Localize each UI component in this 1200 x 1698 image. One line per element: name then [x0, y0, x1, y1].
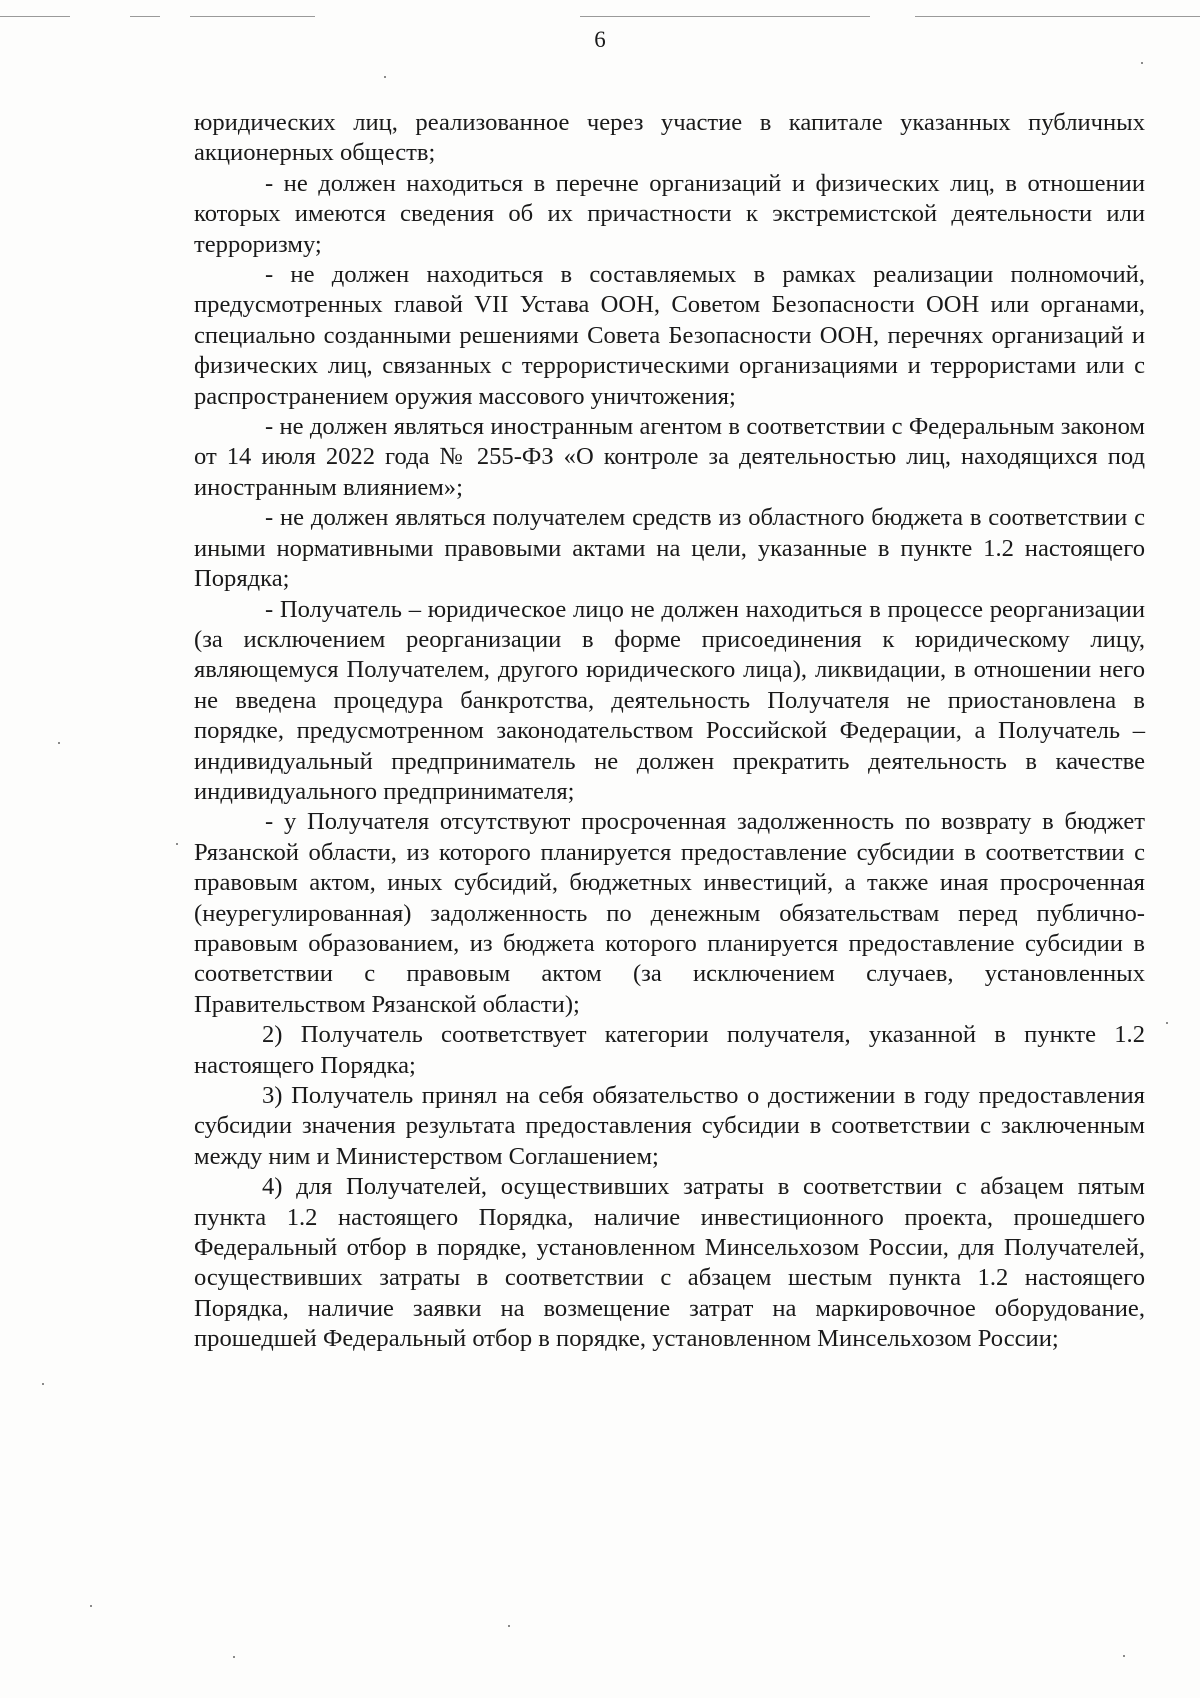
scan-speck	[384, 76, 386, 78]
paragraph-continuation: юридических лиц, реализованное через участие в капитале указанных публичных акционерных обществ;	[194, 109, 1145, 167]
scan-speck	[90, 1605, 92, 1607]
scan-speck	[42, 1383, 44, 1385]
scan-top-edge	[0, 0, 1200, 26]
scan-speck	[1141, 62, 1143, 64]
page-number: 6	[594, 27, 606, 52]
scan-speck	[58, 742, 60, 744]
scan-speck	[1166, 1022, 1168, 1024]
paragraph-extremism-list: - не должен находиться в перечне организаций и физических лиц, в отношении которых имеются сведения об их причастности к экстремистской деятельности или терроризму;	[194, 169, 1145, 258]
paragraph-item-3: 3) Получатель принял на себя обязательство о достижении в году предоставления субсидии значения результата предоставления субсидии в соответствии с заключенным между ним и Министерством Соглашением;	[194, 1082, 1145, 1170]
paragraph-item-2: 2) Получатель соответствует категории получателя, указанной в пункте 1.2 настоящего Порядка;	[194, 1021, 1145, 1079]
scan-speck	[508, 1625, 510, 1627]
scan-speck	[176, 843, 178, 845]
paragraph-overdue-debt: - у Получателя отсутствуют просроченная задолженность по возврату в бюджет Рязанской области, из которого планируется предоставление субсидии в соответствии с правовым актом, иных субсидий, бюджетных инвестиций, а также иная просроченная (неурегулированная) задолженность по денежным обязательствам перед публично-правовым образованием, из бюджета которого планируется предоставление субсидии в соответствии с правовым актом (за исключением случаев, установленных Правительством Рязанской области);	[194, 808, 1145, 1018]
paragraph-foreign-agent: - не должен являться иностранным агентом в соответствии с Федеральным законом от 14 июля 2022 года № 255-ФЗ «О контроле за деятельностью лиц, находящихся под иностранным влиянием»;	[194, 413, 1145, 501]
paragraph-un-security-council-list: - не должен находиться в составляемых в рамках реализации полномочий, предусмотренных главой VII Устава ООН, Советом Безопасности ООН или органами, специально созданными решениями Совета Безопасности ООН, перечнях организаций и физических лиц, связанных с террористическими организациями и террористами или с распространением оружия массового уничтожения;	[194, 261, 1145, 410]
scan-speck	[1123, 1655, 1125, 1657]
paragraph-item-4: 4) для Получателей, осуществивших затраты в соответствии с абзацем пятым пункта 1.2 настоящего Порядка, наличие инвестиционного проекта, прошедшего Федеральный отбор в порядке, установленном Минсельхозом России, для Получателей, осуществивших затраты в соответствии с абзацем шестым пункта 1.2 настоящего Порядка, наличие заявки на возмещение затрат на маркировочное оборудование, прошедшей Федеральный отбор в порядке, установленном Минсельхозом России;	[194, 1173, 1145, 1353]
scan-speck	[233, 1656, 235, 1658]
document-body	[194, 108, 1145, 1355]
paragraph-reorganization: - Получатель – юридическое лицо не должен находиться в процессе реорганизации (за исключением реорганизации в форме присоединения к юридическому лицу, являющемуся Получателем, другого юридического лица), ликвидации, в отношении него не введена процедура банкротства, деятельность Получателя не приостановлена в порядке, предусмотренном законодательством Российской Федерации, а Получатель – индивидуальный предприниматель не должен прекратить деятельность в качестве индивидуального предпринимателя;	[194, 595, 1145, 805]
paragraph-regional-budget-recipient: - не должен являться получателем средств из областного бюджета в соответствии с иными нормативными правовыми актами на цели, указанные в пункте 1.2 настоящего Порядка;	[194, 504, 1145, 593]
